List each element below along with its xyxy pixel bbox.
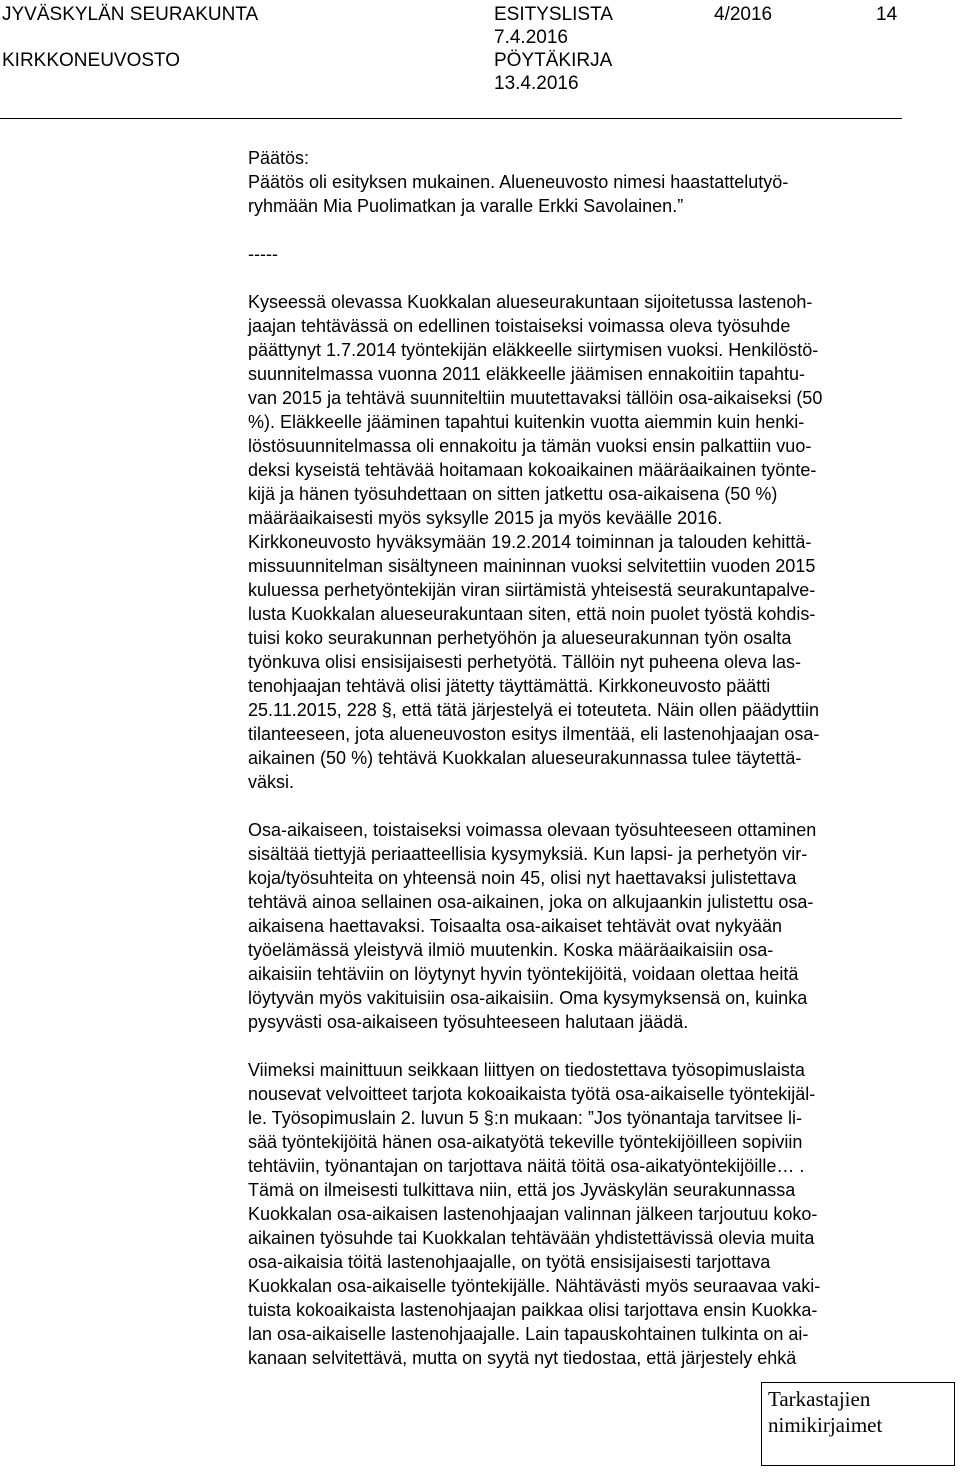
text-line: aikaisena haettavaksi. Toisaalta osa-aikaiset tehtävät ovat nykyään [248,916,782,936]
text-line: määräaikaisesti myös syksylle 2015 ja myös keväälle 2016. [248,508,723,528]
text-line: tilanteeseen, jota alueneuvoston esitys ilmentää, eli lastenohjaajan osa- [248,724,820,744]
text-line: kijä ja hänen työsuhdettaan on sitten jatkettu osa-aikaisena (50 %) [248,484,778,504]
minutes-date: 13.4.2016 [494,73,579,94]
text-line: kanaan selvitettävä, mutta on syytä nyt tiedostaa, että järjestely ehkä [248,1348,797,1368]
text-line: koja/työsuhteita on yhteensä noin 45, olisi nyt haettavaksi julistettava [248,868,797,888]
text-line: Kuokkalan osa-aikaiselle työntekijälle. Nähtävästi myös seuraavaa vaki- [248,1276,821,1296]
text-line: tehtäviin, työnantajan on tarjottava näitä töitä osa-aikatyöntekijöille… . [248,1156,805,1176]
text-line: Kuokkalan osa-aikaisen lastenohjaajan valinnan jälkeen tarjoutuu koko- [248,1204,818,1224]
paragraph [248,242,898,266]
text-line: päättynyt 1.7.2014 työntekijän eläkkeelle siirtymisen vuoksi. Henkilöstö- [248,340,819,360]
text-line: %). Eläkkeelle jääminen tapahtui kuitenkin vuotta aiemmin kuin henki- [248,412,805,432]
text-line: sää työntekijöitä hänen osa-aikatyötä tekeville työntekijöilleen sopiviin [248,1132,803,1152]
text-line: pysyvästi osa-aikaiseen työsuhteeseen halutaan jäädä. [248,1012,689,1032]
document-body [248,146,898,1370]
text-line: le. Työsopimuslain 2. luvun 5 §:n mukaan: ”Jos työnantaja tarvitsee li- [248,1108,802,1128]
text-line: aikainen (50 %) tehtävä Kuokkalan alueseurakunnassa tulee täytettä- [248,748,802,768]
text-line: aikaisiin tehtäviin on löytynyt hyvin työntekijöitä, voidaan olettaa heitä [248,964,799,984]
text-line: 25.11.2015, 228 §, että tätä järjestelyä ei toteuteta. Näin ollen päädyttiin [248,700,820,720]
header-rule [0,118,902,119]
text-line: löytyvän myös vakituisiin osa-aikaisiin. Oma kysymyksensä on, kuinka [248,988,808,1008]
text-line: lan osa-aikaiselle lastenohjaajalle. Lain tapauskohtainen tulkinta on ai- [248,1324,809,1344]
text-line: lusta Kuokkalan alueseurakuntaan siten, että noin puolet työstä kohdis- [248,604,816,624]
paragraph [248,1058,898,1370]
text-line: tuista kokoaikaista lastenohjaajan paikkaa olisi tarjottava ensin Kuokka- [248,1300,818,1320]
paragraph [248,818,898,1034]
body-name: KIRKKONEUVOSTO [2,50,181,71]
text-line: Viimeksi mainittuun seikkaan liittyen on tiedostettava työsopimuslaista [248,1060,805,1080]
text-line: missuunnitelman sisältyneen maininnan vuoksi selvitettiin vuoden 2015 [248,556,816,576]
paragraph [248,290,898,794]
text-line: tehtävä ainoa sellainen osa-aikainen, joka on alkujaankin julistettu osa- [248,892,814,912]
page-number: 14 [876,4,898,25]
text-line: jaajan tehtävässä on edellinen toistaiseksi voimassa oleva työsuhde [248,316,791,336]
text-line: nousevat velvoitteet tarjota kokoaikaista työtä osa-aikaiselle työntekijäl- [248,1084,816,1104]
text-line: tuisi koko seurakunnan perhetyöhön ja alueseurakunnan työn osalta [248,628,792,648]
text-line: työelämässä yleistyvä ilmiö muutenkin. Koska määräaikaisiin osa- [248,940,774,960]
text-line: aikainen työsuhde tai Kuokkalan tehtävään yhdistettävissä olevia muita [248,1228,815,1248]
signature-box [761,1382,955,1466]
text-line: Päätös: [248,148,310,168]
text-line: deksi kyseistä tehtävää hoitamaan kokoaikainen määräaikainen työnte- [248,460,817,480]
paragraph-gap [248,1034,898,1058]
paragraph-gap [248,794,898,818]
text-line: Kyseessä olevassa Kuokkalan alueseurakuntaan sijoitetussa lastenoh- [248,292,813,312]
agenda-date: 7.4.2016 [494,27,568,48]
paragraph [248,146,898,218]
text-line: sisältää tiettyjä periaatteellisia kysymyksiä. Kun lapsi- ja perhetyön vir- [248,844,808,864]
text-line: tenohjaajan tehtävä olisi jätetty täyttämättä. Kirkkoneuvosto päätti [248,676,771,696]
text-line: osa-aikaisia töitä lastenohjaajalle, on työtä ensisijaisesti tarjottava [248,1252,771,1272]
paragraph-gap [248,218,898,242]
text-line: Tämä on ilmeisesti tulkittava niin, että jos Jyväskylän seurakunnassa [248,1180,796,1200]
org-name: JYVÄSKYLÄN SEURAKUNTA [2,4,259,25]
issue-number: 4/2016 [714,4,773,25]
text-line: Osa-aikaiseen, toistaiseksi voimassa olevaan työsuhteeseen ottaminen [248,820,817,840]
text-line: Kirkkoneuvosto hyväksymään 19.2.2014 toiminnan ja talouden kehittä- [248,532,812,552]
signature-label-line-2: nimikirjaimet [768,1413,883,1437]
text-line: van 2015 ja tehtävä suunniteltiin muutettavaksi tällöin osa-aikaiseksi (50 [248,388,823,408]
signature-label-line-1: Tarkastajien [768,1387,871,1411]
minutes-label: PÖYTÄKIRJA [494,50,613,71]
text-line: kuluessa perhetyöntekijän viran siirtämistä yhteisestä seurakuntapalve- [248,580,816,600]
text-line: ----- [248,244,278,264]
text-line: Päätös oli esityksen mukainen. Alueneuvosto nimesi haastattelutyö- [248,172,789,192]
paragraph-gap [248,266,898,290]
text-line: työnkuva olisi ensisijaisesti perhetyötä. Tällöin nyt puheena oleva las- [248,652,801,672]
text-line: ryhmään Mia Puolimatkan ja varalle Erkki Savolainen.” [248,196,684,216]
text-line: suunnitelmassa vuonna 2011 eläkkeelle jäämisen ennakoitiin tapahtu- [248,364,806,384]
doc-type: ESITYSLISTA [494,4,613,25]
text-line: löstösuunnitelmassa oli ennakoitu ja tämän vuoksi ensin palkattiin vuo- [248,436,812,456]
text-line: väksi. [248,772,295,792]
